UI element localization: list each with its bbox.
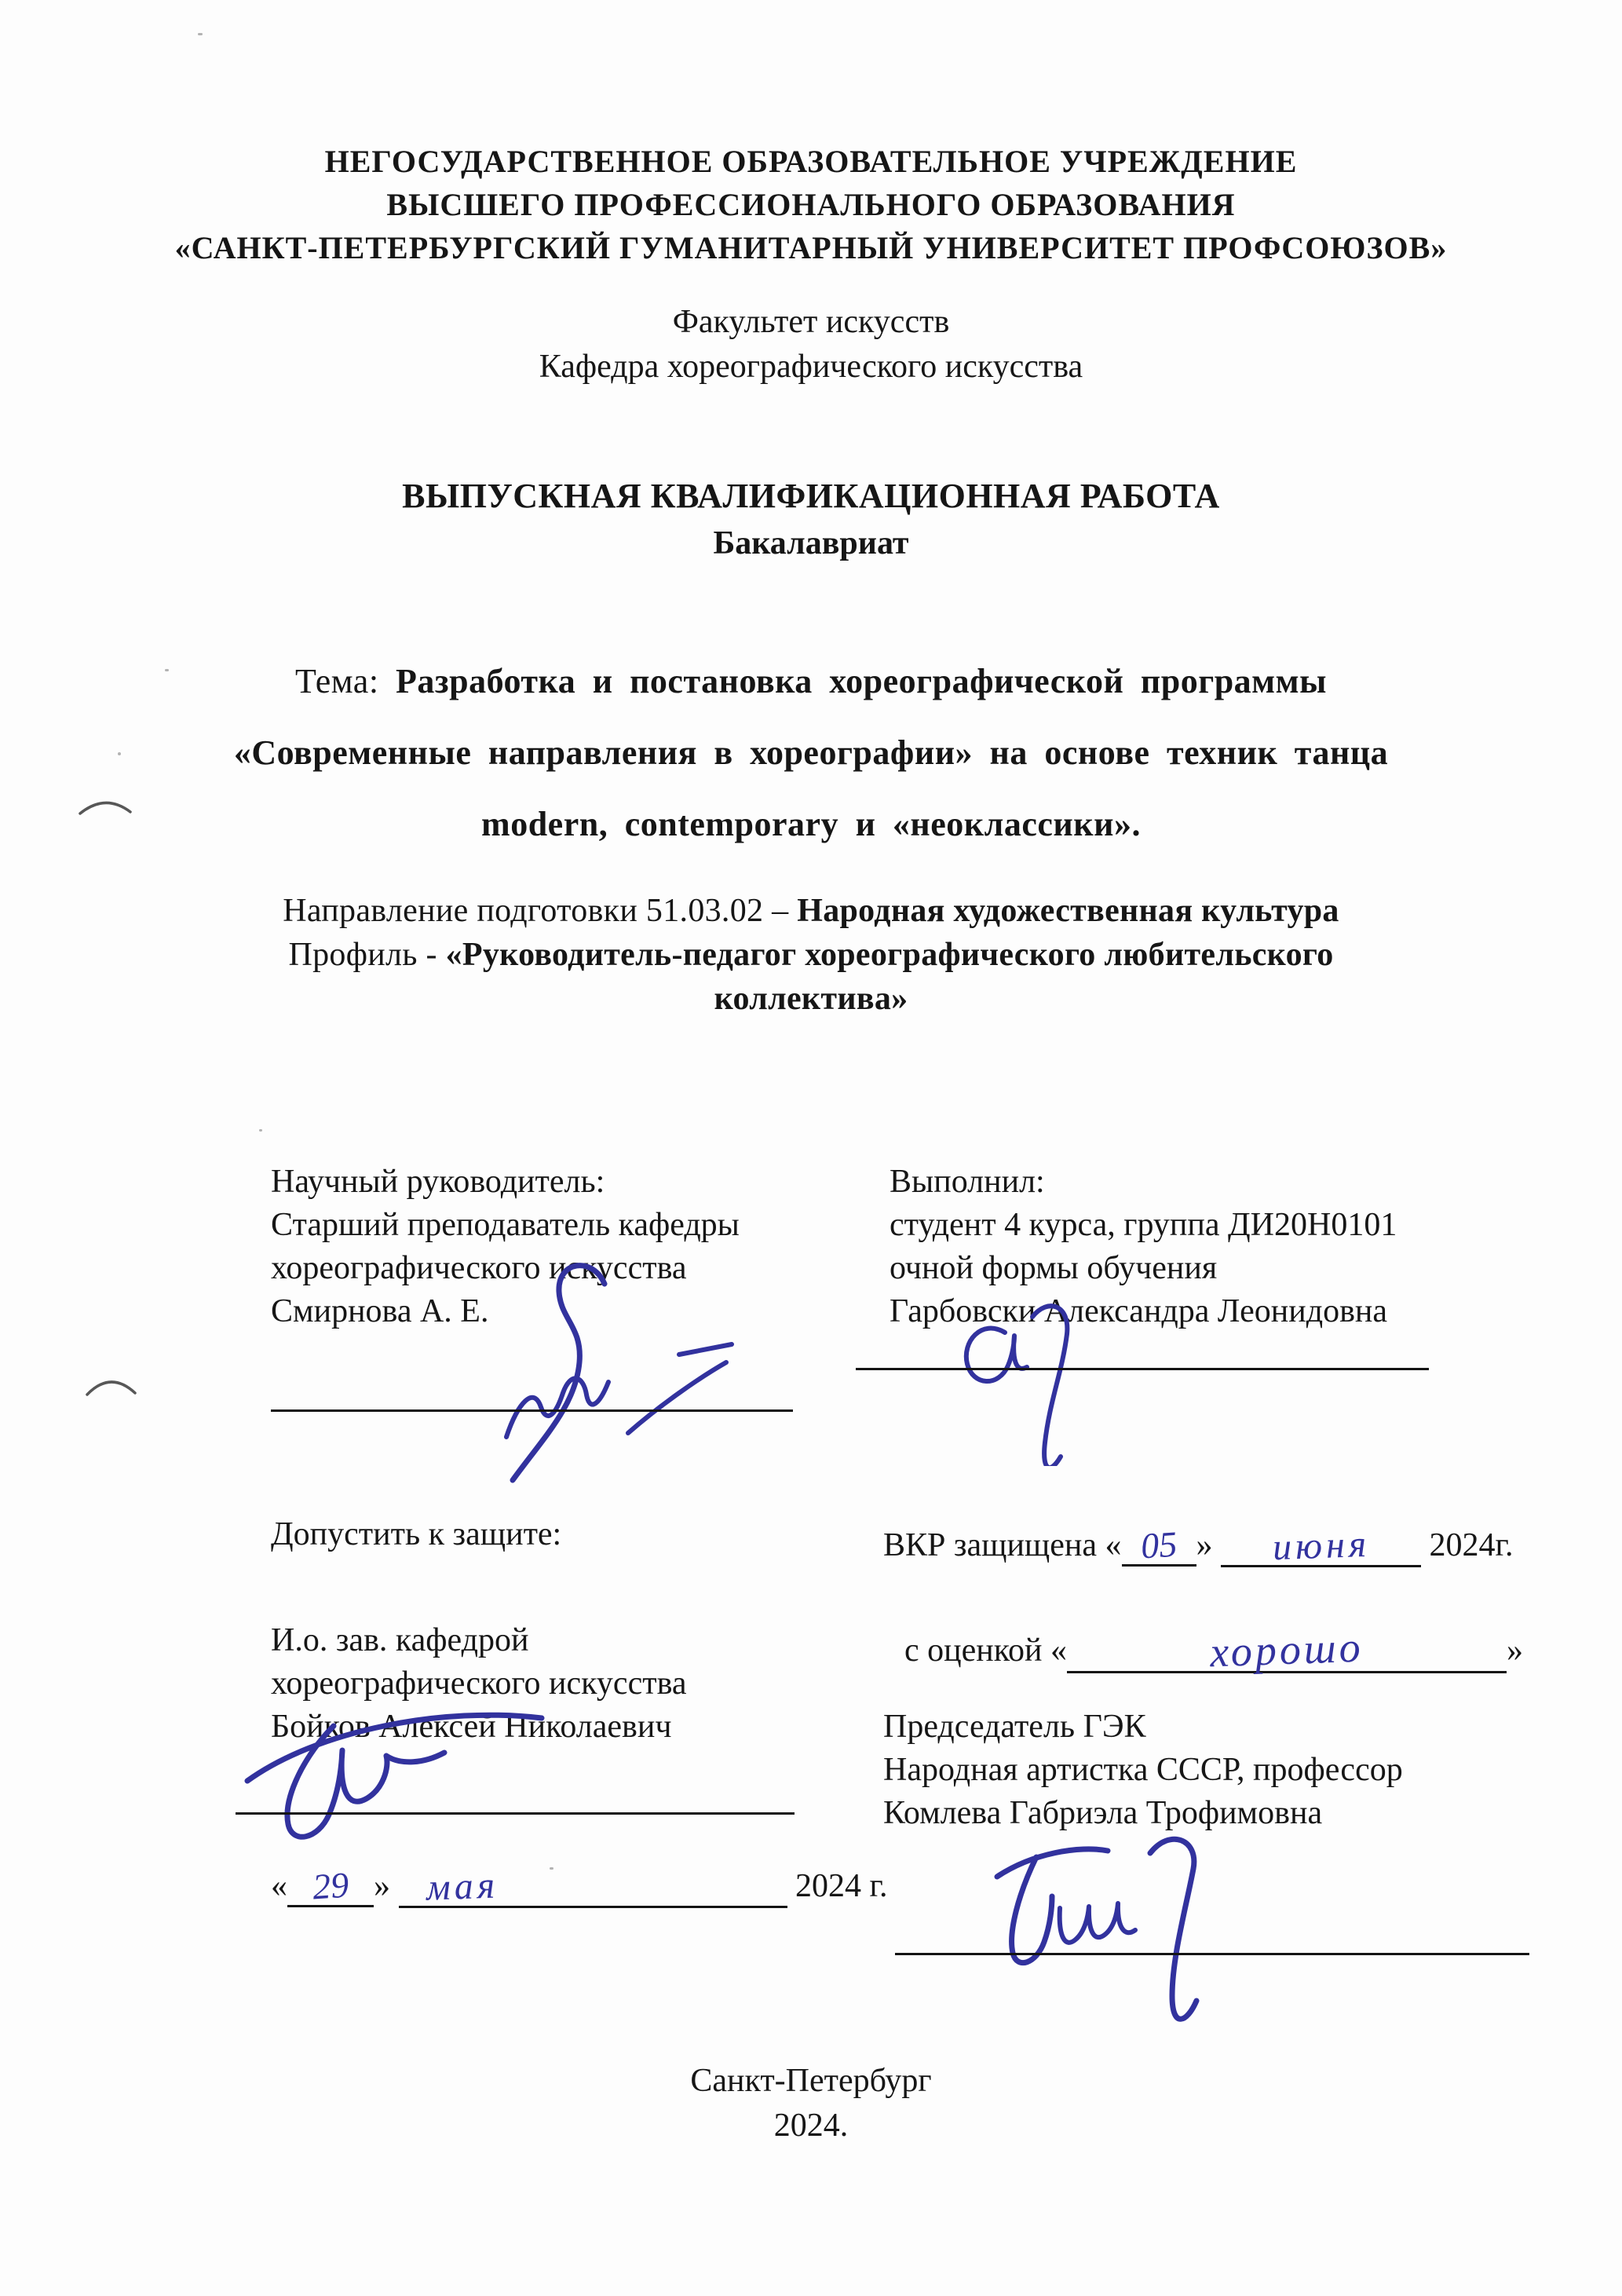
supervisor-signature-line [271, 1409, 793, 1412]
work-title: ВЫПУСКНАЯ КВАЛИФИКАЦИОННАЯ РАБОТА [402, 477, 1220, 515]
profile-value-1: «Руководитель-педагог хореографического любительского [445, 937, 1334, 973]
grade-line [904, 1622, 1523, 1676]
profile-label: Профиль - [288, 937, 437, 973]
org-line-1: НЕГОСУДАРСТВЕННОЕ ОБРАЗОВАТЕЛЬНОЕ УЧРЕЖДЕНИЕ [324, 144, 1298, 179]
footer-year: 2024. [773, 2108, 849, 2144]
admission-line-1: И.о. зав. кафедрой [271, 1622, 529, 1658]
admission-day-handwritten: 29 [311, 1864, 350, 1907]
committee-line-1: Председатель ГЭК [883, 1709, 1146, 1745]
committee-chair-signature [954, 1818, 1237, 2038]
department-name: Кафедра хореографического искусства [539, 349, 1083, 385]
department-head-signature-line [236, 1812, 795, 1815]
scan-speck [550, 1867, 553, 1870]
admission-heading: Допустить к защите: [271, 1516, 562, 1552]
university-header [0, 140, 1622, 269]
defense-day-handwritten: 05 [1139, 1523, 1178, 1567]
defense-month-handwritten: июня [1271, 1523, 1371, 1569]
theme-line-2: «Современные направления в хореографии» на основе техник танца [233, 733, 1389, 772]
admission-year: 2024 г. [795, 1868, 888, 1904]
author-name: Гарбовски Александра Леонидовна [890, 1293, 1388, 1329]
admission-month-blank [399, 1863, 787, 1908]
supervisor-position-1: Старший преподаватель кафедры [271, 1207, 740, 1243]
direction-label: Направление подготовки 51.03.02 – [283, 893, 789, 929]
org-line-3: «САНКТ-ПЕТЕРБУРГСКИЙ ГУМАНИТАРНЫЙ УНИВЕРСИТЕТ ПРОФСОЮЗОВ» [174, 230, 1448, 265]
admission-day-blank [287, 1863, 374, 1907]
profile-line-1 [0, 933, 1622, 977]
committee-chair-signature-line [895, 1953, 1529, 1955]
admission-line-2: хореографического искусства [271, 1665, 687, 1702]
author-line-1: студент 4 курса, группа ДИ20Н0101 [890, 1207, 1397, 1243]
committee-block [883, 1706, 1543, 1835]
theme-label: Тема: [295, 662, 379, 700]
admission-quote-open: « [271, 1868, 287, 1904]
admission-date-line [271, 1863, 888, 1908]
faculty-block [0, 300, 1622, 389]
defense-year: 2024г. [1429, 1527, 1514, 1563]
theme-line-3: modern, contemporary и «неоклассики». [481, 805, 1141, 843]
committee-name: Комлева Габриэла Трофимовна [883, 1795, 1323, 1831]
admission-quote-close: » [374, 1868, 390, 1904]
supervisor-heading: Научный руководитель: [271, 1164, 605, 1200]
org-line-2: ВЫСШЕГО ПРОФЕССИОНАЛЬНОГО ОБРАЗОВАНИЯ [386, 187, 1236, 222]
faculty-name: Факультет искусств [672, 304, 950, 340]
defense-quote-close: » [1196, 1527, 1213, 1563]
work-title-block [0, 473, 1622, 567]
admission-name: Бойков Алексей Николаевич [271, 1709, 672, 1745]
committee-line-2: Народная артистка СССР, профессор [883, 1752, 1403, 1788]
theme-block [0, 645, 1622, 860]
author-heading: Выполнил: [890, 1164, 1045, 1200]
theme-text-1: Разработка и постановка хореографической программы [396, 662, 1327, 700]
grade-suffix: » [1507, 1632, 1523, 1669]
supervisor-name: Смирнова А. Е. [271, 1293, 489, 1329]
grade-handwritten: хорошо [1209, 1623, 1364, 1676]
scan-speck [198, 33, 203, 35]
supervisor-signature [369, 1252, 762, 1488]
footer-city: Санкт-Петербург [690, 2063, 932, 2099]
direction-value: Народная художественная культура [797, 893, 1339, 929]
admission-month-handwritten: мая [425, 1864, 499, 1909]
theme-line-1 [0, 645, 1622, 717]
supervisor-position-2: хореографического искусства [271, 1250, 687, 1286]
department-head-signature [224, 1687, 553, 1844]
work-level: Бакалавриат [713, 525, 909, 561]
grade-prefix: с оценкой « [904, 1632, 1067, 1669]
direction-line [0, 889, 1622, 933]
defense-prefix: ВКР защищена « [883, 1527, 1122, 1563]
defense-day-blank [1122, 1523, 1196, 1567]
program-block [0, 889, 1622, 1021]
pencil-arc-mark-2 [85, 1370, 138, 1400]
scan-speck [118, 752, 121, 755]
grade-blank [1067, 1622, 1507, 1676]
footer-block [0, 2059, 1622, 2148]
scan-speck [165, 669, 169, 671]
author-line-2: очной формы обучения [890, 1250, 1218, 1286]
author-signature-line [856, 1368, 1429, 1370]
profile-value-2: коллектива» [714, 981, 908, 1017]
pencil-arc-mark-1 [77, 792, 133, 820]
scan-speck [259, 1129, 262, 1132]
defense-month-blank [1221, 1522, 1421, 1567]
defense-date-line [883, 1522, 1514, 1567]
